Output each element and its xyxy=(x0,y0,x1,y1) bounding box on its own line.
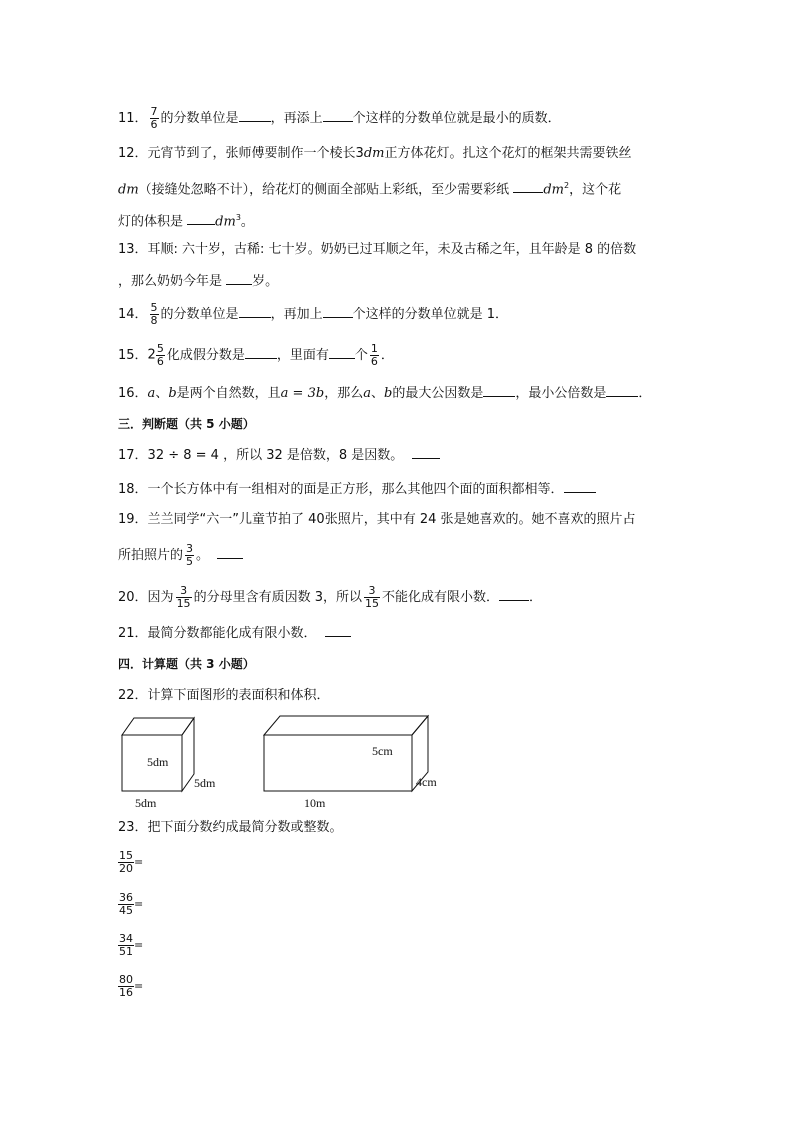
answer-area[interactable] xyxy=(143,935,183,949)
text: （接缝处忽略不计），给花灯的侧面全部贴上彩纸，至少需要彩纸 xyxy=(138,182,510,198)
unit: dm xyxy=(363,146,385,161)
section-heading-judgement: 三．判断题（共 5 小题） xyxy=(118,417,255,431)
unit: dm xyxy=(118,182,139,198)
text: ，最小公倍数是 xyxy=(515,386,607,401)
denominator: 15 xyxy=(176,597,191,610)
text: 个 xyxy=(354,348,368,363)
denominator: 8 xyxy=(150,314,158,327)
text: 、 xyxy=(370,386,384,401)
answer-area[interactable] xyxy=(143,894,183,908)
text: 个这样的分数单位就是最小的质数． xyxy=(352,111,561,126)
answer-area[interactable] xyxy=(143,976,183,990)
text: 的分数单位是 xyxy=(160,307,239,322)
cuboid-top-face xyxy=(264,716,428,735)
numerator: 36 xyxy=(119,891,133,904)
numerator: 5 xyxy=(150,301,158,314)
text: ． xyxy=(380,348,394,363)
text: 、 xyxy=(155,386,169,401)
text: 岁。 xyxy=(252,274,279,289)
cuboid-figure xyxy=(264,716,428,791)
numerator: 5 xyxy=(156,342,164,355)
cube-side-label: 5dm xyxy=(194,776,216,790)
superscript: 3 xyxy=(235,213,241,222)
fraction-item xyxy=(118,850,183,875)
denominator: 45 xyxy=(119,904,133,917)
unit: dm xyxy=(215,214,236,230)
question-number: 23． xyxy=(118,820,148,835)
answer-area[interactable] xyxy=(143,852,183,866)
question-number: 18． xyxy=(118,482,148,497)
equals-sign: = xyxy=(134,979,144,993)
text: 。 xyxy=(240,214,254,230)
question-number: 20． xyxy=(118,590,148,605)
superscript: 2 xyxy=(563,181,570,190)
numerator: 3 xyxy=(176,585,192,598)
text: 的最大公因数是 xyxy=(392,386,484,401)
text: 正方体花灯。扎这个花灯的框架共需要铁丝 xyxy=(384,146,632,161)
text: 把下面分数约成最简分数或整数。 xyxy=(147,820,343,835)
cube-bottom-label: 5dm xyxy=(135,796,157,810)
equation: a = 3b xyxy=(280,386,325,401)
cuboid-bottom-label: 10m xyxy=(304,796,326,810)
fraction xyxy=(118,974,134,999)
text: ，这个花 xyxy=(569,182,622,198)
text: ，那么奶奶今年是 xyxy=(118,274,223,289)
text: 兰兰同学“六一”儿童节拍了 40张照片，其中有 24 张是她喜欢的。她不喜欢的照片占 xyxy=(147,512,636,527)
numerator: 3 xyxy=(186,542,194,555)
fraction-item xyxy=(118,933,183,958)
denominator: 6 xyxy=(156,355,164,368)
numerator: 7 xyxy=(150,105,158,118)
text: 个这样的分数单位就是 1． xyxy=(352,307,508,322)
question-number: 15． xyxy=(118,348,148,363)
numerator: 80 xyxy=(119,973,133,986)
denominator: 6 xyxy=(150,118,158,131)
variable-b: b xyxy=(168,386,177,401)
equals-sign: = xyxy=(134,855,144,869)
question-number: 12． xyxy=(118,146,148,161)
text: 所拍照片的 xyxy=(118,548,184,563)
cuboid-side-label: 4cm xyxy=(416,775,437,789)
question-number: 22． xyxy=(118,688,148,703)
cuboid-front-label: 5cm xyxy=(372,744,393,758)
text: 是两个自然数，且 xyxy=(176,386,281,401)
text: ，那么 xyxy=(324,386,364,401)
section-heading-calculation: 四．计算题（共 3 小题） xyxy=(118,657,255,671)
question-number: 19． xyxy=(118,512,148,527)
text: 灯的体积是 xyxy=(118,214,184,230)
question-number: 21． xyxy=(118,626,148,641)
fraction xyxy=(118,850,134,875)
question-number: 16． xyxy=(118,386,148,401)
denominator: 51 xyxy=(119,945,133,958)
cube-front-label: 5dm xyxy=(147,755,169,769)
numerator: 34 xyxy=(119,932,133,945)
cube-side-face xyxy=(182,718,194,791)
question-number: 11． xyxy=(118,111,148,126)
fraction-item xyxy=(118,892,183,917)
numerator: 15 xyxy=(119,849,133,862)
text: 最简分数都能化成有限小数． xyxy=(147,626,317,641)
text: 化成假分数是 xyxy=(166,348,245,363)
text: ． xyxy=(638,386,652,401)
text: ． xyxy=(528,590,542,605)
text: ，再加上 xyxy=(270,307,323,322)
text: 32 ÷ 8 = 4 ，所以 32 是倍数，8 是因数。 xyxy=(147,448,404,463)
equals-sign: = xyxy=(134,938,144,952)
fraction xyxy=(118,892,134,917)
unit: dm xyxy=(543,182,564,198)
variable-b: b xyxy=(383,386,393,401)
numerator: 3 xyxy=(364,585,380,598)
text: ，里面有 xyxy=(276,348,329,363)
text: 的分数单位是 xyxy=(160,111,239,126)
question-number: 14． xyxy=(118,307,148,322)
variable-a: a xyxy=(147,386,156,401)
denominator: 16 xyxy=(119,986,133,999)
denominator: 15 xyxy=(364,597,379,610)
question-number: 13． xyxy=(118,242,148,257)
denominator: 6 xyxy=(370,355,378,368)
variable-a: a xyxy=(363,386,371,401)
fraction-item xyxy=(118,974,183,999)
denominator: 20 xyxy=(119,862,133,875)
text: ，再添上 xyxy=(270,111,323,126)
numerator: 1 xyxy=(370,342,378,355)
text: 计算下面图形的表面积和体积． xyxy=(147,688,330,703)
text: 因为 xyxy=(147,590,174,605)
text: 耳顺: 六十岁，古稀: 七十岁。奶奶已过耳顺之年，未及古稀之年，且年龄是 8 的倍数 xyxy=(147,242,637,257)
text: 。 xyxy=(196,548,210,563)
question-number: 17． xyxy=(118,448,148,463)
text: 的分母里含有质因数 3，所以 xyxy=(193,590,362,605)
question-23 xyxy=(118,818,343,838)
fraction xyxy=(118,933,134,958)
text: 元宵节到了，张师傅要制作一个棱长3 xyxy=(147,146,364,161)
denominator: 5 xyxy=(186,555,194,568)
text: 一个长方体中有一组相对的面是正方形，那么其他四个面的面积都相等． xyxy=(147,482,564,497)
text: 不能化成有限小数． xyxy=(381,590,499,605)
mixed-number-integer: 2 xyxy=(147,347,156,363)
equals-sign: = xyxy=(134,897,144,911)
